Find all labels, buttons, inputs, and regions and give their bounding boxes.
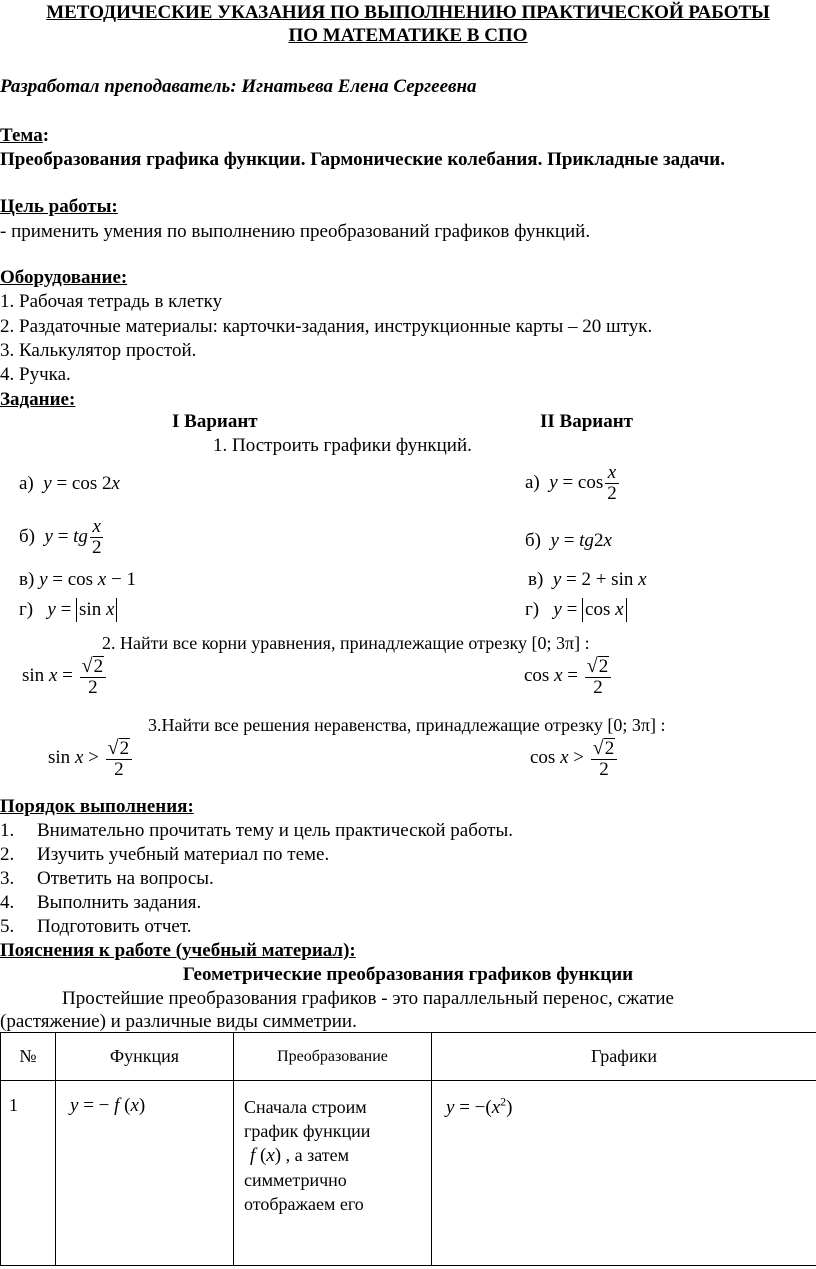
goal-text: - применить умения по выполнению преобразований графиков функций. [0, 221, 591, 242]
inline-formula: f (x) [250, 1145, 282, 1166]
explanation-paragraph-line2: (растяжение) и различные виды симметрии. [0, 1011, 357, 1032]
equipment-label: Оборудование: [0, 267, 128, 288]
transform-text: , а затем [285, 1145, 349, 1165]
formula-expression: y = cos 2x [43, 473, 120, 494]
formula-v1-a [19, 473, 120, 495]
question-2: 2. Найти все корни уравнения, принадлежащие отрезку [0; 3π] : [102, 633, 590, 653]
topic-label-colon: : [42, 125, 50, 146]
formula-v2-a [525, 463, 621, 504]
explanation-label: Пояснения к работе (учебный материал): [0, 940, 356, 961]
equipment-item: 2. Раздаточные материалы: карточки-задания, инструкционные карты – 20 штук. [0, 316, 653, 337]
formula-expression: y = cos x [544, 599, 627, 620]
transformations-table [0, 1032, 816, 1266]
graph-formula: $y = -(x^2)$ [446, 1095, 513, 1119]
table-row [1, 1081, 816, 1266]
equation-v1 [22, 656, 108, 698]
formula-expression: y = tg $\frac{x}{2}$ [44, 516, 102, 558]
author: Разработал преподаватель: Игнатьева Елена Сергеевна [0, 76, 477, 97]
procedure-item [0, 844, 329, 866]
topic-text: Преобразования графика функции. Гармонические колебания. Прикладные задачи. [0, 149, 725, 170]
transform-text-line: график функции [244, 1121, 371, 1141]
item-label: а) [525, 471, 540, 493]
formula-expression: y = 2 + sin x [552, 569, 647, 590]
task-label: Задание: [0, 389, 76, 410]
item-label: б) [525, 530, 541, 551]
topic-label-text: Тема [0, 125, 43, 146]
equipment-item: 3. Калькулятор простой. [0, 340, 197, 361]
formula-v2-g [525, 598, 627, 622]
item-label: г) [19, 599, 34, 620]
procedure-item-number: 5. [0, 916, 15, 937]
inequality-v2 [530, 738, 619, 780]
formula-v2-b [525, 530, 612, 552]
formula-v1-g [19, 598, 117, 622]
equation-expression: sin x = $\frac{√2}{2}$ [22, 665, 108, 686]
table-cell-number: 1 [1, 1081, 56, 1266]
procedure-item-text: Изучить учебный материал по теме. [37, 844, 330, 865]
formula-v1-b [19, 517, 105, 558]
goal-label: Цель работы: [0, 196, 118, 217]
procedure-item-number: 1. [0, 820, 15, 841]
item-label: г) [525, 599, 540, 620]
procedure-item-number: 3. [0, 868, 15, 889]
procedure-item-text: Выполнить задания. [37, 892, 202, 913]
table-header-row [1, 1033, 816, 1081]
formula-v1-v [19, 569, 136, 591]
equation-expression: cos x = $\frac{√2}{2}$ [524, 665, 613, 686]
table-header-cell: Графики [432, 1033, 816, 1081]
inequality-expression: sin x > $\frac{√2}{2}$ [48, 747, 134, 768]
function-formula: y = − f (x) [70, 1095, 146, 1116]
explanation-paragraph-line1: Простейшие преобразования графиков - это параллельный перенос, сжатие [62, 988, 674, 1009]
procedure-item-number: 2. [0, 844, 15, 865]
procedure-label: Порядок выполнения: [0, 796, 194, 817]
inequality-v1 [48, 738, 134, 780]
procedure-item [0, 916, 192, 938]
transform-text-line: симметрично [244, 1170, 347, 1190]
table-header-cell: Функция [56, 1033, 234, 1081]
document-title-line1: МЕТОДИЧЕСКИЕ УКАЗАНИЯ ПО ВЫПОЛНЕНИЮ ПРАКТИЧЕСКОЙ РАБОТЫ [46, 2, 770, 23]
topic-label [0, 125, 49, 147]
equipment-item: 4. Ручка. [0, 364, 71, 385]
transform-text-line: отображаем его [244, 1194, 364, 1214]
procedure-item [0, 868, 214, 890]
variant-1-heading: I Вариант [172, 411, 258, 432]
item-label: в) [528, 569, 544, 590]
formula-v2-v [528, 569, 647, 591]
transform-text-line: Сначала строим [244, 1097, 367, 1117]
formula-expression: y = sin x [38, 599, 118, 620]
equipment-item: 1. Рабочая тетрадь в клетку [0, 291, 223, 312]
item-label: б) [19, 525, 35, 547]
table-header-cell: Преобразование [234, 1033, 432, 1081]
explanation-heading: Геометрические преобразования графиков функции [182, 964, 634, 985]
equation-v2 [524, 656, 613, 698]
table-header-cell: № [1, 1033, 56, 1081]
question-3: 3.Найти все решения неравенства, принадлежащие отрезку [0; 3π] : [148, 715, 666, 735]
item-label: в) [19, 569, 35, 590]
formula-expression: y = tg2x [550, 530, 612, 551]
table-cell-transformation [234, 1081, 432, 1266]
procedure-item [0, 892, 201, 914]
procedure-item [0, 820, 513, 842]
formula-expression: y = cos $\frac{x}{2}$ [549, 462, 617, 504]
inequality-expression: cos x > $\frac{√2}{2}$ [530, 747, 619, 768]
procedure-item-text: Внимательно прочитать тему и цель практической работы. [37, 820, 513, 841]
procedure-item-text: Подготовить отчет. [37, 916, 192, 937]
table-cell-graph [432, 1081, 816, 1266]
procedure-item-number: 4. [0, 892, 15, 913]
table-cell-function [56, 1081, 234, 1266]
transform-text-line-with-formula [244, 1143, 427, 1168]
variant-2-heading: II Вариант [540, 411, 634, 432]
document-title-line2: ПО МАТЕМАТИКЕ В СПО [288, 25, 528, 46]
procedure-item-text: Ответить на вопросы. [37, 868, 214, 889]
question-1: 1. Построить графики функций. [213, 435, 472, 456]
formula-expression: y = cos x − 1 [39, 569, 136, 590]
item-label: а) [19, 473, 34, 494]
